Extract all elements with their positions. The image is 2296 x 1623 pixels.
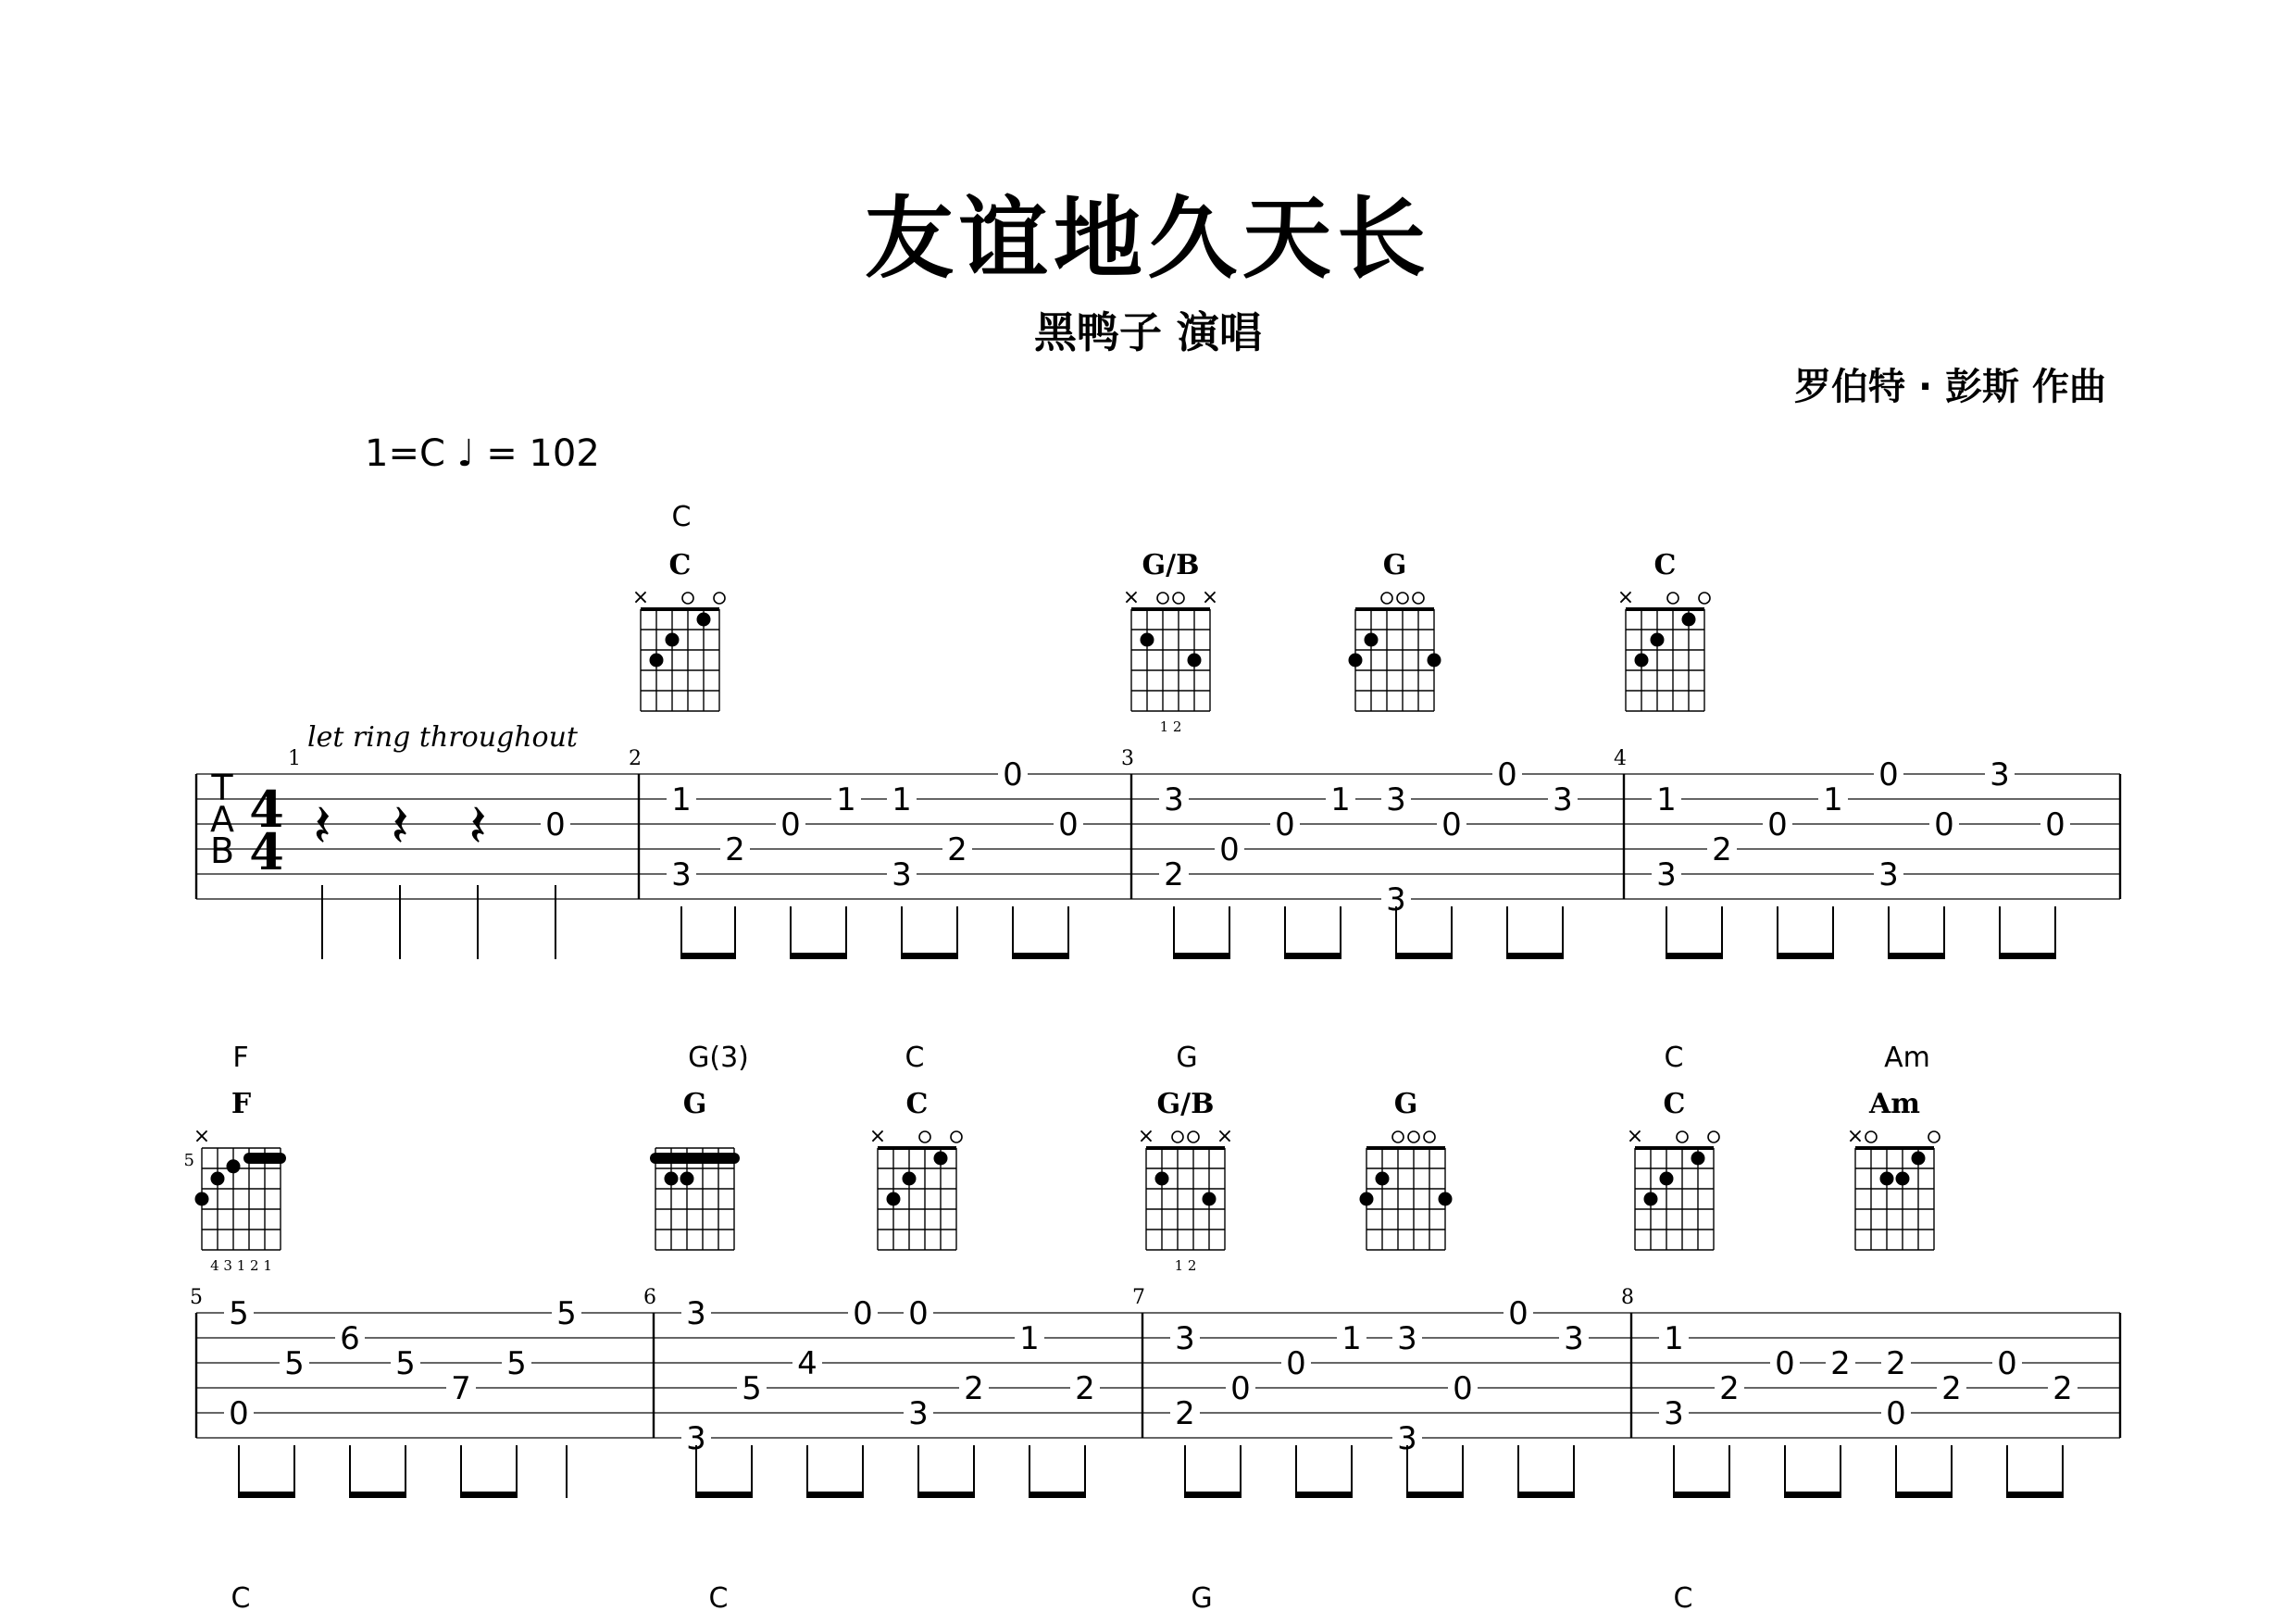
measure-number: 3 <box>1121 747 1134 770</box>
fret-number: 5 <box>506 1345 527 1382</box>
finger-dot <box>650 654 664 668</box>
open-string-marker <box>1928 1131 1940 1142</box>
fret-number: 2 <box>1886 1345 1906 1382</box>
muted-string-marker: × <box>1216 1125 1234 1148</box>
open-string-marker <box>1667 593 1678 604</box>
time-signature-top: 4 <box>249 780 284 839</box>
barre <box>243 1153 286 1164</box>
fret-number: 0 <box>1497 756 1517 793</box>
finger-dot <box>697 613 711 627</box>
beam <box>1778 953 1833 959</box>
fret-number: 2 <box>1830 1345 1851 1382</box>
time-signature-bottom: 4 <box>249 822 284 881</box>
chord-symbol: C <box>1664 1042 1684 1074</box>
fret-number: 1 <box>1330 781 1351 818</box>
beam <box>807 1492 863 1498</box>
fret-number: 3 <box>1990 756 2010 793</box>
fret-number: 3 <box>1164 781 1184 818</box>
finger-dot <box>1439 1192 1453 1206</box>
finger-dot <box>666 633 680 647</box>
chord-diagram-name: F <box>231 1088 252 1120</box>
diagram-fret-label: 5 <box>183 1151 194 1170</box>
finger-dot <box>195 1192 209 1206</box>
open-string-marker <box>1424 1131 1435 1142</box>
finger-dot <box>1896 1172 1910 1186</box>
fret-number: 6 <box>340 1320 360 1357</box>
chord-diagram-name: G <box>682 1088 707 1120</box>
finger-dot <box>227 1159 241 1173</box>
open-string-marker <box>1392 1131 1404 1142</box>
beam <box>696 1492 752 1498</box>
beam <box>1285 953 1341 959</box>
beam <box>1029 1492 1085 1498</box>
open-string-marker <box>1173 593 1184 604</box>
tab-clef-letter: T <box>211 768 233 808</box>
beam <box>1507 953 1563 959</box>
muted-string-marker: × <box>1616 586 1635 609</box>
finger-dot <box>887 1192 901 1206</box>
fret-number: 3 <box>1397 1320 1417 1357</box>
fret-number: 0 <box>780 806 801 843</box>
finger-dot <box>1691 1152 1705 1166</box>
open-string-marker <box>1408 1131 1419 1142</box>
open-string-marker <box>919 1131 930 1142</box>
finger-dot <box>1428 654 1441 668</box>
open-string-marker <box>1413 593 1424 604</box>
finger-dot <box>665 1172 679 1186</box>
beam <box>461 1492 517 1498</box>
fret-number: 0 <box>853 1295 873 1332</box>
chord-diagram-name: Am <box>1868 1088 1921 1120</box>
open-string-marker <box>1866 1131 1877 1142</box>
muted-string-marker: × <box>1201 586 1219 609</box>
fret-number: 1 <box>1019 1320 1040 1357</box>
fret-number: 3 <box>671 856 692 893</box>
open-string-marker <box>951 1131 962 1142</box>
performer-credit: 黑鸭子 演唱 <box>1033 307 1262 357</box>
fret-number: 1 <box>1664 1320 1684 1357</box>
diagram-fingering: 1 2 <box>1174 1257 1197 1274</box>
beam <box>791 953 846 959</box>
fret-number: 0 <box>1003 756 1023 793</box>
fret-number: 1 <box>1341 1320 1362 1357</box>
chord-symbol: G <box>1176 1042 1198 1074</box>
beam <box>239 1492 294 1498</box>
open-string-marker <box>714 593 725 604</box>
fret-number: 4 <box>797 1345 817 1382</box>
finger-dot <box>1155 1172 1169 1186</box>
chord-symbol: C <box>671 501 692 533</box>
finger-dot <box>1912 1152 1926 1166</box>
beam <box>918 1492 974 1498</box>
finger-dot <box>903 1172 917 1186</box>
fret-number: 3 <box>1656 856 1677 893</box>
diagram-fingering: 4 3 1 2 1 <box>210 1257 272 1274</box>
fret-number: 0 <box>1886 1395 1906 1432</box>
fret-number: 7 <box>451 1370 471 1407</box>
beam <box>2007 1492 2063 1498</box>
fret-number: 0 <box>229 1395 249 1432</box>
fret-number: 0 <box>1878 756 1899 793</box>
beam <box>1013 953 1068 959</box>
finger-dot <box>1660 1172 1674 1186</box>
beam <box>1174 953 1229 959</box>
measure-number: 7 <box>1132 1286 1145 1309</box>
chord-symbol: G <box>1191 1582 1213 1615</box>
fret-number: 0 <box>1286 1345 1306 1382</box>
beam <box>681 953 735 959</box>
beam <box>2000 953 2055 959</box>
chord-symbol: G(3) <box>688 1042 749 1074</box>
chord-symbol: C <box>1673 1582 1693 1615</box>
song-title: 友谊地久天长 <box>865 187 1431 291</box>
finger-dot <box>211 1172 225 1186</box>
fret-number: 0 <box>545 806 566 843</box>
measure-number: 1 <box>288 747 301 770</box>
finger-dot <box>1203 1192 1217 1206</box>
fret-number: 2 <box>1164 856 1184 893</box>
chord-diagram-name: C <box>905 1088 929 1120</box>
measure-number: 6 <box>643 1286 656 1309</box>
finger-dot <box>934 1152 948 1166</box>
fret-number: 2 <box>1712 831 1732 868</box>
beam <box>1407 1492 1463 1498</box>
barre <box>650 1153 740 1164</box>
fret-number: 3 <box>1175 1320 1195 1357</box>
muted-string-marker: × <box>868 1125 887 1148</box>
quarter-rest: 𝄽 <box>313 793 331 861</box>
chord-symbol: Am <box>1884 1042 1930 1074</box>
fret-number: 2 <box>947 831 967 868</box>
fret-number: 2 <box>2053 1370 2073 1407</box>
measure-number: 8 <box>1621 1286 1634 1309</box>
fret-number: 0 <box>1219 831 1240 868</box>
fret-number: 0 <box>1508 1295 1529 1332</box>
finger-dot <box>1188 654 1202 668</box>
muted-string-marker: × <box>1846 1125 1865 1148</box>
muted-string-marker: × <box>1137 1125 1155 1148</box>
fret-number: 2 <box>1175 1395 1195 1432</box>
fret-number: 1 <box>1823 781 1843 818</box>
finger-dot <box>1376 1172 1390 1186</box>
fret-number: 0 <box>2045 806 2065 843</box>
fret-number: 0 <box>1275 806 1295 843</box>
fret-number: 5 <box>556 1295 577 1332</box>
beam <box>1518 1492 1574 1498</box>
beam <box>1785 1492 1841 1498</box>
chord-diagram-name: G/B <box>1156 1088 1215 1120</box>
beam <box>902 953 957 959</box>
finger-dot <box>1141 633 1154 647</box>
finger-dot <box>1349 654 1363 668</box>
fret-number: 3 <box>686 1295 706 1332</box>
key-tempo-marking: 1=C ♩ = 102 <box>365 432 600 475</box>
finger-dot <box>680 1172 694 1186</box>
chord-diagram-name: C <box>1663 1088 1686 1120</box>
chord-diagram-name: G/B <box>1142 549 1200 581</box>
fret-number: 1 <box>892 781 912 818</box>
measure-number: 5 <box>190 1286 203 1309</box>
tab-clef-letter: B <box>209 830 235 871</box>
open-string-marker <box>1381 593 1392 604</box>
open-string-marker <box>1188 1131 1199 1142</box>
beam <box>1896 1492 1952 1498</box>
measure-number: 2 <box>629 747 642 770</box>
fret-number: 3 <box>686 1420 706 1457</box>
fret-number: 0 <box>1453 1370 1473 1407</box>
chord-diagram-name: G <box>1382 549 1407 581</box>
fret-number: 3 <box>1553 781 1573 818</box>
fret-number: 0 <box>1230 1370 1251 1407</box>
fret-number: 3 <box>1564 1320 1584 1357</box>
quarter-rest: 𝄽 <box>391 793 409 861</box>
measure-number: 4 <box>1614 747 1627 770</box>
fret-number: 2 <box>964 1370 984 1407</box>
fret-number: 1 <box>671 781 692 818</box>
muted-string-marker: × <box>631 586 650 609</box>
open-string-marker <box>1172 1131 1183 1142</box>
chord-diagram-name: G <box>1393 1088 1418 1120</box>
fret-number: 0 <box>1767 806 1788 843</box>
chord-symbol: C <box>708 1582 729 1615</box>
fret-number: 3 <box>1386 881 1406 918</box>
fret-number: 5 <box>395 1345 416 1382</box>
fret-number: 5 <box>284 1345 305 1382</box>
finger-dot <box>1682 613 1696 627</box>
fret-number: 5 <box>229 1295 249 1332</box>
chord-symbol: F <box>232 1042 249 1074</box>
fret-number: 3 <box>1386 781 1406 818</box>
fret-number: 3 <box>1664 1395 1684 1432</box>
composer-credit: 罗伯特 · 彭斯 作曲 <box>1794 366 2106 408</box>
fret-number: 2 <box>1719 1370 1740 1407</box>
fret-number: 2 <box>725 831 745 868</box>
fret-number: 0 <box>1058 806 1079 843</box>
let-ring-text: let ring throughout <box>306 721 579 754</box>
finger-dot <box>1360 1192 1374 1206</box>
muted-string-marker: × <box>1122 586 1141 609</box>
fret-number: 0 <box>1934 806 1954 843</box>
fret-number: 2 <box>1075 1370 1095 1407</box>
beam <box>1666 953 1722 959</box>
open-string-marker <box>1699 593 1710 604</box>
beam <box>1296 1492 1352 1498</box>
open-string-marker <box>1397 593 1408 604</box>
fret-number: 3 <box>1878 856 1899 893</box>
open-string-marker <box>1708 1131 1719 1142</box>
fret-number: 5 <box>742 1370 762 1407</box>
beam <box>1674 1492 1729 1498</box>
open-string-marker <box>1677 1131 1688 1142</box>
chord-symbol: C <box>905 1042 925 1074</box>
chord-diagram-name: C <box>1653 549 1677 581</box>
finger-dot <box>1880 1172 1894 1186</box>
beam <box>1185 1492 1241 1498</box>
open-string-marker <box>682 593 693 604</box>
muted-string-marker: × <box>193 1125 211 1148</box>
fret-number: 3 <box>908 1395 929 1432</box>
tab-clef-letter: A <box>210 799 234 840</box>
fret-number: 0 <box>1441 806 1462 843</box>
muted-string-marker: × <box>1626 1125 1644 1148</box>
diagram-fingering: 1 2 <box>1159 718 1182 735</box>
fret-number: 1 <box>836 781 856 818</box>
finger-dot <box>1365 633 1379 647</box>
open-string-marker <box>1157 593 1168 604</box>
fret-number: 3 <box>1397 1420 1417 1457</box>
beam <box>1889 953 1944 959</box>
finger-dot <box>1635 654 1649 668</box>
fret-number: 3 <box>892 856 912 893</box>
fret-number: 0 <box>908 1295 929 1332</box>
fret-number: 2 <box>1941 1370 1962 1407</box>
finger-dot <box>1651 633 1665 647</box>
finger-dot <box>1644 1192 1658 1206</box>
fret-number: 0 <box>1997 1345 2017 1382</box>
fret-number: 1 <box>1656 781 1677 818</box>
quarter-rest: 𝄽 <box>468 793 487 861</box>
beam <box>1396 953 1452 959</box>
fret-number: 0 <box>1775 1345 1795 1382</box>
chord-symbol: C <box>231 1582 251 1615</box>
beam <box>350 1492 406 1498</box>
chord-diagram-name: C <box>668 549 692 581</box>
